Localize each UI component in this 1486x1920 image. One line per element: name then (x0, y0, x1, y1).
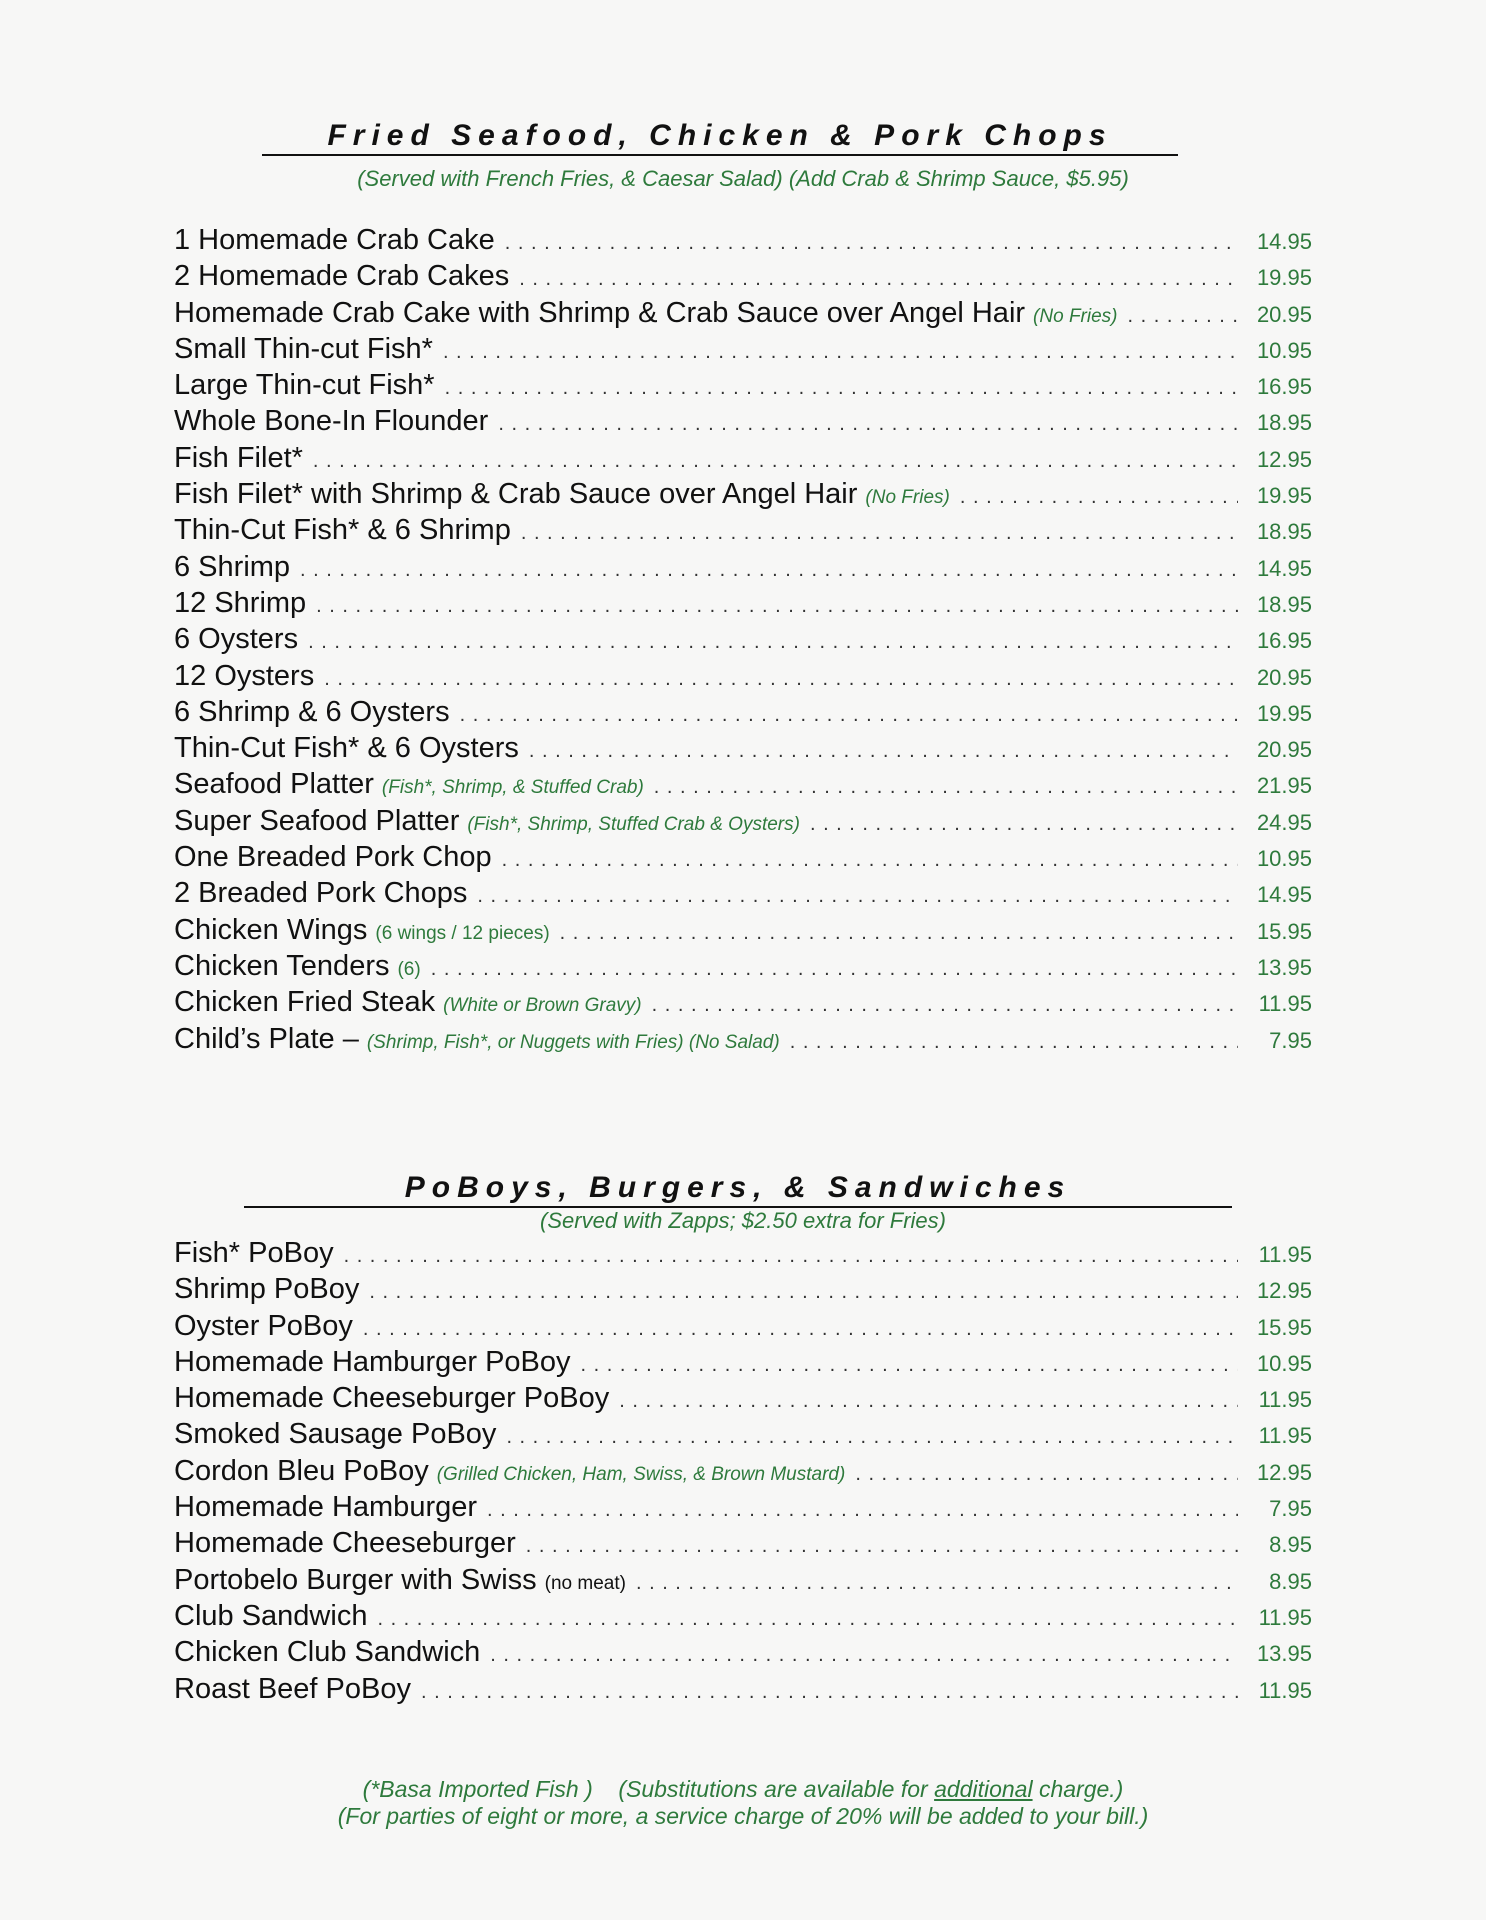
menu-item (174, 1023, 1312, 1059)
menu-item (174, 1237, 1312, 1273)
menu-item-price: 16.95 (1256, 374, 1312, 400)
dot-leader (652, 994, 1238, 1017)
menu-item (174, 1418, 1312, 1454)
menu-item-price: 12.95 (1256, 1278, 1312, 1304)
dot-leader (636, 1572, 1238, 1595)
menu-item-name: Small Thin-cut Fish* (174, 332, 433, 365)
menu-item-price: 11.95 (1258, 1423, 1312, 1449)
menu-item (174, 1564, 1312, 1600)
menu-item-note: (No Fries) (865, 487, 950, 509)
menu-item-name: 1 Homemade Crab Cake (174, 224, 495, 256)
dot-leader (1128, 305, 1239, 328)
menu-item-note: (Shrimp, Fish*, or Nuggets with Fries) (No Salad) (366, 1031, 780, 1053)
menu-item-price: 12.95 (1256, 1459, 1312, 1485)
menu-item (174, 1310, 1312, 1346)
menu-item-name: 2 Breaded Pork Chops (174, 877, 468, 910)
menu-item-price: 8.95 (1269, 1568, 1312, 1594)
fish-note: (*Basa Imported Fish ) (362, 1776, 593, 1802)
menu-item-price: 19.95 (1256, 700, 1312, 726)
dot-leader (560, 922, 1238, 945)
menu-item-price: 15.95 (1256, 1314, 1312, 1340)
dot-leader (308, 631, 1238, 654)
dot-leader (498, 413, 1238, 436)
menu-item-name: Chicken Tenders (174, 949, 390, 982)
menu-item-note: (No Fries) (1033, 305, 1118, 327)
menu-item (174, 768, 1312, 804)
menu-item-name: Large Thin-cut Fish* (174, 369, 435, 402)
menu-item (174, 1491, 1312, 1527)
menu-item-price: 13.95 (1256, 954, 1312, 980)
footer-line-2: (For parties of eight or more, a service charge of 20% will be added to your bill.) (337, 1803, 1149, 1829)
menu-list-fried (174, 224, 1312, 1059)
menu-item-price: 10.95 (1256, 846, 1312, 872)
menu-item-price: 20.95 (1256, 301, 1312, 327)
menu-item-name: Roast Beef PoBoy (174, 1672, 411, 1705)
dot-leader (460, 704, 1238, 727)
menu-item-price: 11.95 (1258, 1604, 1312, 1630)
dot-leader (300, 559, 1238, 582)
dot-leader (654, 776, 1238, 799)
dot-leader (363, 1318, 1238, 1341)
menu-item-note: (Grilled Chicken, Ham, Swiss, & Brown Mustard) (436, 1463, 846, 1485)
menu-item-price: 20.95 (1256, 664, 1312, 690)
menu-item-name: Super Seafood Platter (174, 804, 460, 837)
menu-item (174, 1673, 1312, 1709)
menu-item-name: Whole Bone-In Flounder (174, 405, 489, 438)
menu-item-name: Fish Filet* (174, 441, 303, 474)
menu-item-price: 14.95 (1256, 229, 1312, 254)
dot-leader (316, 595, 1238, 618)
menu-item-name: 6 Oysters (174, 623, 299, 656)
menu-item (174, 1636, 1312, 1672)
menu-item (174, 805, 1312, 841)
menu-item-name: Fish Filet* with Shrimp & Crab Sauce over Angel Hair (174, 478, 858, 511)
menu-item (174, 224, 1312, 260)
menu-item-price: 7.95 (1269, 1027, 1312, 1053)
menu-item-price: 11.95 (1258, 991, 1312, 1017)
menu-item (174, 660, 1312, 696)
menu-item (174, 1527, 1312, 1563)
menu-item-price: 18.95 (1256, 591, 1312, 617)
menu-item (174, 732, 1312, 768)
menu-item-price: 7.95 (1269, 1496, 1312, 1522)
dot-leader (529, 740, 1238, 763)
menu-item-name: 6 Shrimp & 6 Oysters (174, 695, 450, 728)
menu-item-note: (6 wings / 12 pieces) (375, 922, 550, 944)
menu-list-poboys (174, 1237, 1312, 1709)
menu-item (174, 841, 1312, 877)
menu-item-price: 10.95 (1256, 1350, 1312, 1376)
menu-item-name: Chicken Fried Steak (174, 986, 436, 1019)
menu-item-name: Homemade Hamburger PoBoy (174, 1345, 571, 1378)
menu-item (174, 1382, 1312, 1418)
menu-item (174, 260, 1312, 296)
dot-leader (506, 1426, 1238, 1449)
dot-leader (431, 958, 1238, 981)
menu-item-name: Club Sandwich (174, 1599, 368, 1632)
menu-item-price: 13.95 (1256, 1641, 1312, 1667)
menu-item-price: 12.95 (1256, 446, 1312, 472)
dot-leader (487, 1499, 1238, 1522)
menu-item-name: One Breaded Pork Chop (174, 841, 492, 874)
substitutions-note: (Substitutions are available for additional charge.) (618, 1776, 1124, 1802)
menu-item-price: 10.95 (1256, 337, 1312, 363)
dot-leader (505, 232, 1238, 255)
menu-item-name: 12 Oysters (174, 659, 315, 692)
section-subtitle-fried: (Served with French Fries, & Caesar Salad) (Add Crab & Shrimp Sauce, $5.95) (357, 166, 1129, 191)
dot-leader (526, 1535, 1238, 1558)
menu-item-name: Thin-Cut Fish* & 6 Shrimp (174, 514, 511, 547)
dot-leader (490, 1644, 1238, 1667)
menu-item (174, 1346, 1312, 1382)
section-subtitle-poboys: (Served with Zapps; $2.50 extra for Fries) (540, 1208, 946, 1233)
menu-item-price: 11.95 (1258, 1677, 1312, 1703)
dot-leader (324, 668, 1238, 691)
menu-item-price: 14.95 (1256, 555, 1312, 581)
menu-item (174, 587, 1312, 623)
menu-item-price: 19.95 (1256, 483, 1312, 509)
menu-item (174, 623, 1312, 659)
menu-item (174, 405, 1312, 441)
menu-item-note: (6) (397, 958, 421, 980)
menu-item-note: (White or Brown Gravy) (443, 995, 642, 1017)
menu-item-price: 8.95 (1269, 1532, 1312, 1558)
menu-item-name: Seafood Platter (174, 768, 374, 801)
menu-item-price: 24.95 (1256, 809, 1312, 835)
menu-item-name: 2 Homemade Crab Cakes (174, 260, 510, 293)
dot-leader (519, 268, 1238, 291)
dot-leader (810, 813, 1238, 836)
menu-item (174, 950, 1312, 986)
dot-leader (313, 450, 1238, 473)
menu-item-price: 19.95 (1256, 265, 1312, 291)
menu-item-name: Chicken Wings (174, 913, 368, 946)
dot-leader (619, 1390, 1238, 1413)
menu-item-price: 15.95 (1256, 918, 1312, 944)
menu-item (174, 1273, 1312, 1309)
menu-item-price: 20.95 (1256, 737, 1312, 763)
dot-leader (960, 486, 1238, 509)
dot-leader (790, 1031, 1238, 1054)
dot-leader (344, 1245, 1238, 1268)
menu-item-name: Oyster PoBoy (174, 1309, 353, 1342)
menu-item-price: 11.95 (1258, 1242, 1312, 1267)
menu-item-name: Child’s Plate – (174, 1022, 359, 1055)
menu-item-note: (no meat) (544, 1572, 626, 1594)
dot-leader (369, 1281, 1238, 1304)
menu-item (174, 297, 1312, 333)
menu-item-name: Homemade Hamburger (174, 1491, 478, 1524)
menu-item (174, 914, 1312, 950)
dot-leader (502, 849, 1238, 872)
dot-leader (581, 1354, 1238, 1377)
menu-item-name: Homemade Cheeseburger (174, 1527, 516, 1560)
menu-item-name: 12 Shrimp (174, 586, 307, 619)
menu-item (174, 333, 1312, 369)
menu-item-name: Cordon Bleu PoBoy (174, 1454, 429, 1487)
menu-item-price: 18.95 (1256, 410, 1312, 436)
menu-item-note: (Fish*, Shrimp, & Stuffed Crab) (381, 777, 644, 799)
menu-item-note: (Fish*, Shrimp, Stuffed Crab & Oysters) (467, 813, 800, 835)
menu-item (174, 442, 1312, 478)
menu-item-name: Homemade Cheeseburger PoBoy (174, 1382, 610, 1415)
footer-line-1 (0, 1776, 1486, 1803)
menu-item (174, 551, 1312, 587)
dot-leader (443, 341, 1238, 364)
menu-item-price: 11.95 (1258, 1387, 1312, 1413)
menu-item-price: 14.95 (1256, 882, 1312, 908)
menu-item-name: Portobelo Burger with Swiss (174, 1563, 537, 1596)
dot-leader (855, 1463, 1238, 1486)
menu-item (174, 514, 1312, 550)
section-title-fried: Fried Seafood, Chicken & Pork Chops (262, 118, 1178, 156)
menu-item-price: 18.95 (1256, 519, 1312, 545)
menu-item-name: 6 Shrimp (174, 550, 291, 583)
menu-item (174, 1600, 1312, 1636)
menu-item (174, 877, 1312, 913)
menu-item-name: Homemade Crab Cake with Shrimp & Crab Sauce over Angel Hair (174, 296, 1026, 329)
menu-item (174, 986, 1312, 1022)
menu-item-name: Shrimp PoBoy (174, 1273, 360, 1306)
menu-item-price: 16.95 (1256, 628, 1312, 654)
section-title-poboys: PoBoys, Burgers, & Sandwiches (244, 1170, 1232, 1208)
menu-item (174, 478, 1312, 514)
dot-leader (445, 377, 1238, 400)
dot-leader (421, 1681, 1238, 1704)
dot-leader (477, 885, 1238, 908)
menu-item-name: Smoked Sausage PoBoy (174, 1418, 497, 1451)
menu-item (174, 1455, 1312, 1491)
menu-item-name: Thin-Cut Fish* & 6 Oysters (174, 732, 519, 765)
menu-item (174, 369, 1312, 405)
menu-item-name: Chicken Club Sandwich (174, 1636, 481, 1669)
dot-leader (521, 522, 1238, 545)
menu-item (174, 696, 1312, 732)
menu-item-price: 21.95 (1256, 773, 1312, 799)
menu-item-name: Fish* PoBoy (174, 1237, 334, 1269)
dot-leader (377, 1608, 1238, 1631)
